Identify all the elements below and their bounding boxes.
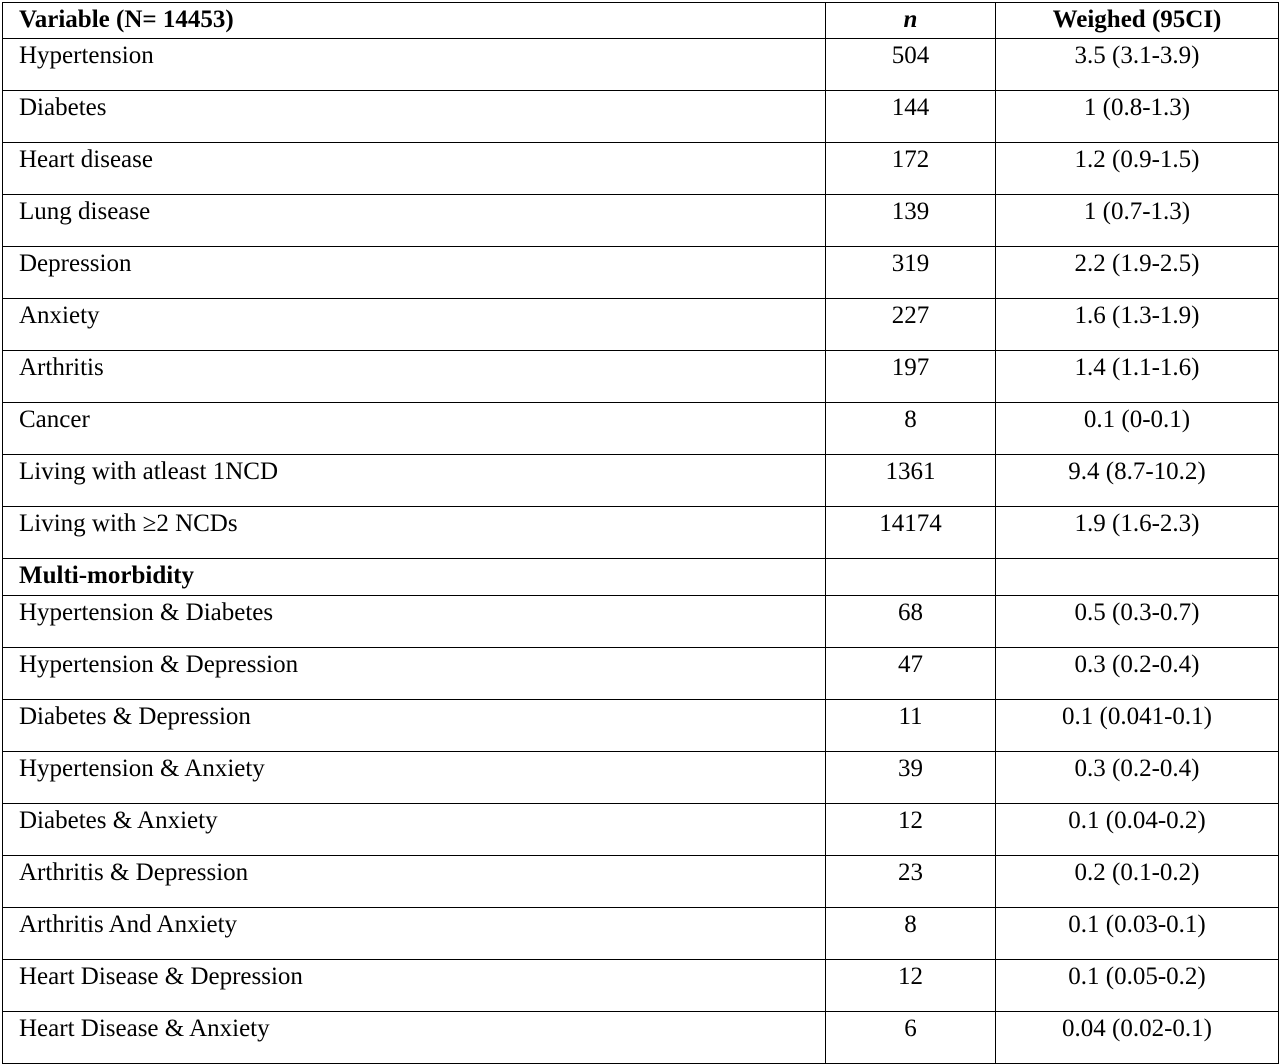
cell-n-empty [826,559,996,596]
cell-weighed: 1 (0.8-1.3) [996,91,1279,143]
table-row [3,908,1279,960]
cell-n: 11 [826,700,996,752]
cell-n: 1361 [826,455,996,507]
cell-n: 319 [826,247,996,299]
table-row [3,195,1279,247]
cell-weighed: 1.4 (1.1-1.6) [996,351,1279,403]
cell-weighed: 0.2 (0.1-0.2) [996,856,1279,908]
table-row [3,299,1279,351]
cell-weighed: 3.5 (3.1-3.9) [996,39,1279,91]
cell-weighed: 0.3 (0.2-0.4) [996,752,1279,804]
cell-variable: Diabetes [3,91,826,143]
cell-weighed: 1.6 (1.3-1.9) [996,299,1279,351]
cell-n: 139 [826,195,996,247]
cell-n: 227 [826,299,996,351]
cell-weighed: 0.04 (0.02-0.1) [996,1012,1279,1064]
cell-variable: Diabetes & Depression [3,700,826,752]
cell-n: 14174 [826,507,996,559]
section-row [3,559,1279,596]
cell-weighed: 1.9 (1.6-2.3) [996,507,1279,559]
cell-variable: Arthritis [3,351,826,403]
cell-n: 8 [826,908,996,960]
table-row [3,856,1279,908]
header-variable: Variable (N= 14453) [3,3,826,39]
table-header [3,3,1279,39]
cell-n: 23 [826,856,996,908]
table-row [3,648,1279,700]
cell-weighed: 0.1 (0-0.1) [996,403,1279,455]
cell-variable: Lung disease [3,195,826,247]
cell-n: 197 [826,351,996,403]
cell-weighed: 2.2 (1.9-2.5) [996,247,1279,299]
header-row [3,3,1279,39]
cell-variable: Cancer [3,403,826,455]
cell-variable: Arthritis And Anxiety [3,908,826,960]
table-row [3,247,1279,299]
cell-variable: Living with atleast 1NCD [3,455,826,507]
table-row [3,1012,1279,1064]
table-row [3,804,1279,856]
cell-n: 47 [826,648,996,700]
cell-weighed: 0.3 (0.2-0.4) [996,648,1279,700]
table-row [3,143,1279,195]
cell-n: 6 [826,1012,996,1064]
cell-weighed: 0.1 (0.041-0.1) [996,700,1279,752]
table-row [3,596,1279,648]
cell-variable: Hypertension & Anxiety [3,752,826,804]
cell-variable: Living with ≥2 NCDs [3,507,826,559]
table-row [3,403,1279,455]
cell-n: 12 [826,960,996,1012]
cell-weighed: 0.5 (0.3-0.7) [996,596,1279,648]
cell-weighed: 0.1 (0.05-0.2) [996,960,1279,1012]
header-weighed: Weighed (95CI) [996,3,1279,39]
table-row [3,752,1279,804]
table-body [3,39,1279,1064]
table-row [3,39,1279,91]
cell-n: 8 [826,403,996,455]
cell-variable: Arthritis & Depression [3,856,826,908]
cell-n: 12 [826,804,996,856]
cell-variable: Anxiety [3,299,826,351]
cell-weighed: 0.1 (0.03-0.1) [996,908,1279,960]
cell-variable: Heart Disease & Anxiety [3,1012,826,1064]
table-row [3,351,1279,403]
cell-weighed: 0.1 (0.04-0.2) [996,804,1279,856]
table-row [3,455,1279,507]
cell-variable: Hypertension [3,39,826,91]
cell-n: 68 [826,596,996,648]
cell-variable: Hypertension & Depression [3,648,826,700]
section-label: Multi-morbidity [3,559,826,596]
cell-variable: Depression [3,247,826,299]
header-n: n [826,3,996,39]
cell-variable: Diabetes & Anxiety [3,804,826,856]
table-row [3,91,1279,143]
cell-weighed-empty [996,559,1279,596]
cell-weighed: 1.2 (0.9-1.5) [996,143,1279,195]
data-table [2,2,1279,1064]
table-row [3,507,1279,559]
table-row [3,960,1279,1012]
cell-n: 39 [826,752,996,804]
cell-variable: Heart disease [3,143,826,195]
cell-n: 172 [826,143,996,195]
cell-n: 504 [826,39,996,91]
cell-n: 144 [826,91,996,143]
cell-variable: Hypertension & Diabetes [3,596,826,648]
table-row [3,700,1279,752]
cell-weighed: 9.4 (8.7-10.2) [996,455,1279,507]
cell-weighed: 1 (0.7-1.3) [996,195,1279,247]
cell-variable: Heart Disease & Depression [3,960,826,1012]
